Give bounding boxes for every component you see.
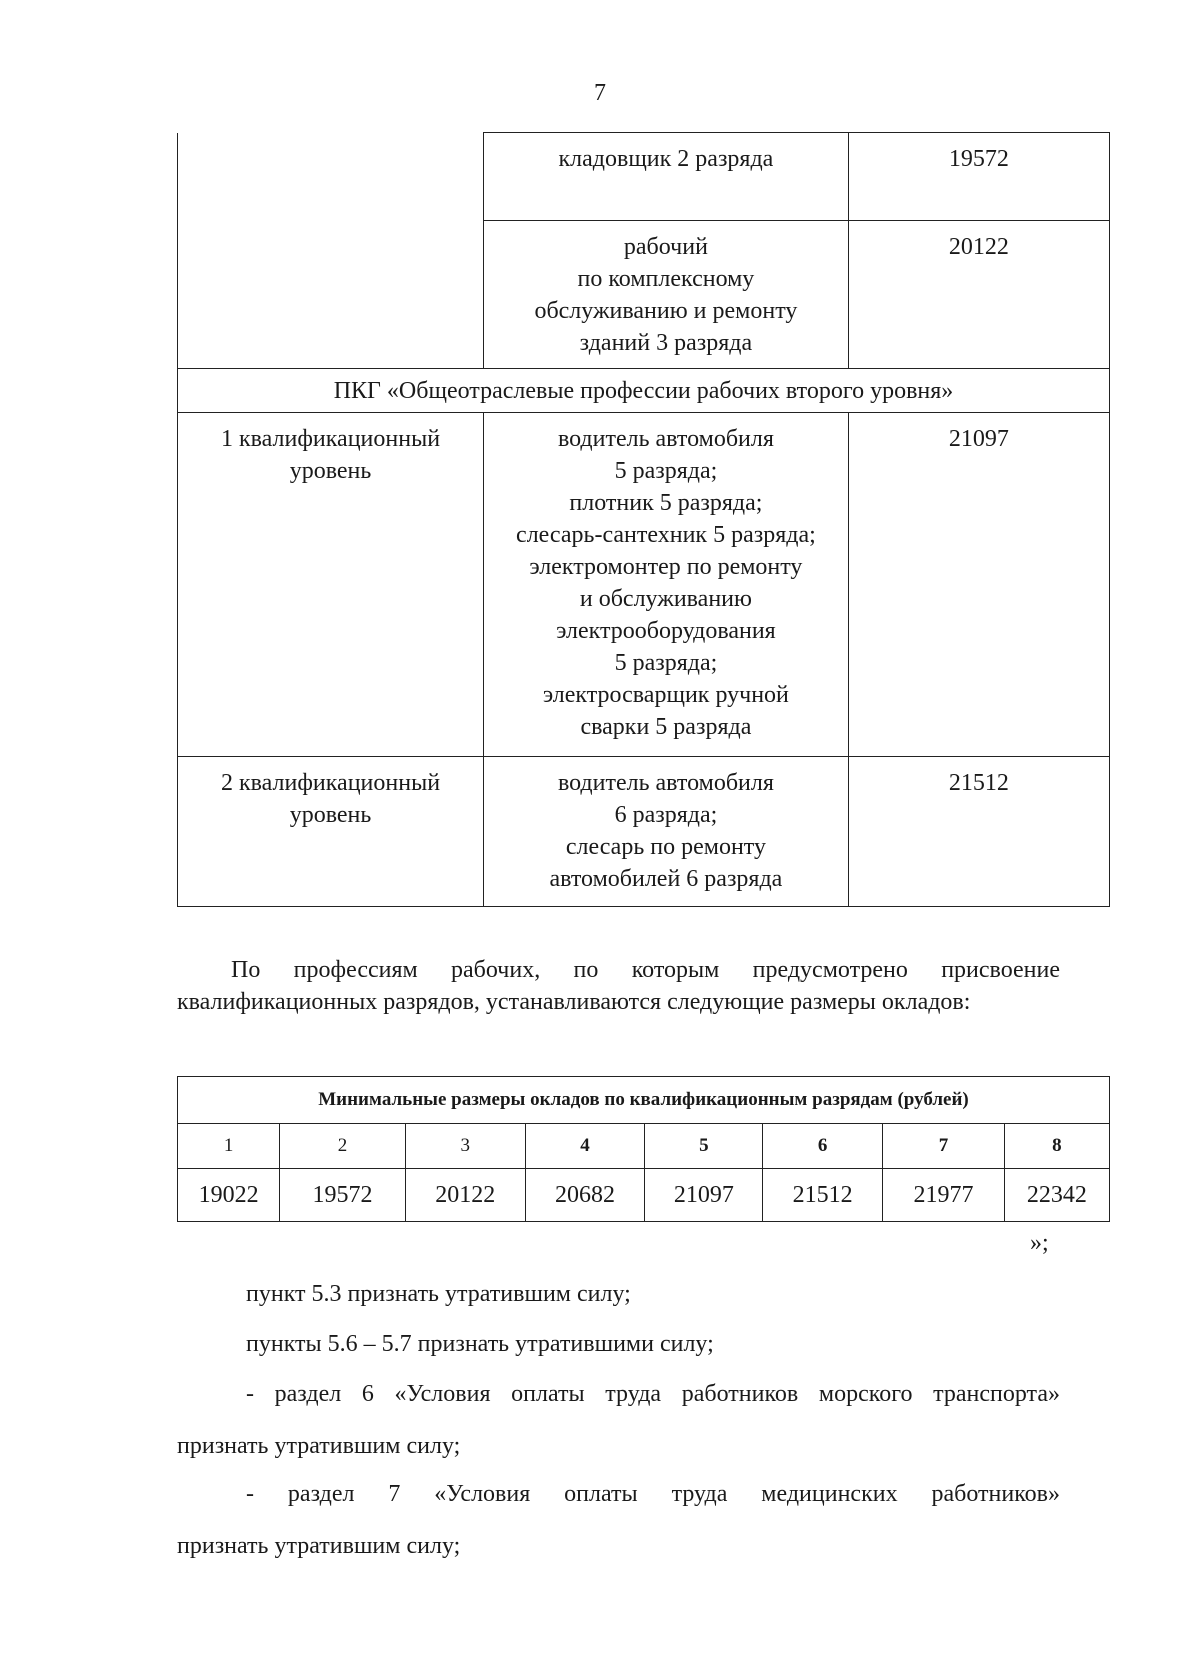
salary-cell: 20122: [848, 221, 1109, 369]
salary-cell: 21512: [848, 757, 1109, 907]
level-line: 2 квалификационный: [221, 770, 441, 796]
profession-line: электросварщик ручной: [542, 682, 789, 708]
level-line: 1 квалификационный: [221, 426, 441, 452]
profession-line: электромонтер по ремонту: [529, 554, 803, 580]
grade-value: 21512: [763, 1169, 883, 1222]
salary-cell: 19572: [848, 133, 1109, 221]
profession-line: по комплексному: [577, 266, 755, 292]
level-cell: [178, 413, 484, 757]
salary-table: [177, 132, 1110, 907]
profession-line: электрооборудования: [556, 618, 776, 644]
grade-header: 3: [405, 1124, 525, 1169]
item-s6-line1: - раздел 6 «Условия оплаты труда работников морского транспорта»: [246, 1381, 1060, 1407]
profession-line: 5 разряда;: [614, 650, 718, 676]
grade-header: 8: [1004, 1124, 1109, 1169]
grade-header: 1: [178, 1124, 280, 1169]
closing-quote: »;: [1030, 1230, 1049, 1256]
grade-header: 2: [280, 1124, 406, 1169]
level-cell: [178, 757, 484, 907]
grade-value: 21097: [645, 1169, 763, 1222]
item-p53: пункт 5.3 признать утратившим силу;: [246, 1281, 631, 1307]
profession-cell: [484, 757, 849, 907]
grade-header: 7: [883, 1124, 1005, 1169]
intro-paragraph: По профессиям рабочих, по которым предусмотрено присвоение квалификационных разрядов, устанавливаются следующие размеры окладов:: [177, 957, 1060, 1015]
salary-cell: 21097: [848, 413, 1109, 757]
profession-cell: [484, 221, 849, 369]
item-s7-line2: признать утратившим силу;: [177, 1533, 461, 1559]
pkg-header: ПКГ «Общеотраслевые профессии рабочих второго уровня»: [178, 369, 1110, 413]
grades-values-row: [178, 1169, 1110, 1222]
profession-line: 5 разряда;: [614, 458, 718, 484]
level-line: уровень: [289, 802, 372, 828]
table-row: [178, 369, 1110, 413]
item-s6-line2: признать утратившим силу;: [177, 1433, 461, 1459]
profession-line: автомобилей 6 разряда: [549, 866, 783, 892]
grade-value: 22342: [1004, 1169, 1109, 1222]
profession-line: обслуживанию и ремонту: [534, 298, 798, 324]
profession-line: зданий 3 разряда: [579, 330, 753, 356]
profession-cell: [484, 413, 849, 757]
grades-table: [177, 1076, 1110, 1222]
level-cell-empty: [178, 133, 484, 369]
grade-header: 6: [763, 1124, 883, 1169]
grade-header: 5: [645, 1124, 763, 1169]
grade-value: 19572: [280, 1169, 406, 1222]
profession-line: сварки 5 разряда: [580, 714, 752, 740]
profession-cell: кладовщик 2 разряда: [484, 133, 849, 221]
profession-line: водитель автомобиля: [557, 770, 774, 796]
grade-value: 21977: [883, 1169, 1005, 1222]
profession-line: слесарь-сантехник 5 разряда;: [516, 522, 816, 548]
grade-value: 20682: [525, 1169, 645, 1222]
item-s7-line1: - раздел 7 «Условия оплаты труда медицинских работников»: [246, 1481, 1060, 1507]
table-row: [178, 757, 1110, 907]
profession-line: и обслуживанию: [579, 586, 752, 612]
profession-line: плотник 5 разряда;: [569, 490, 763, 516]
grade-header: 4: [525, 1124, 645, 1169]
profession-line: 6 разряда;: [614, 802, 718, 828]
level-line: уровень: [289, 458, 372, 484]
item-p56: пункты 5.6 – 5.7 признать утратившими силу;: [246, 1331, 714, 1357]
profession-line: слесарь по ремонту: [565, 834, 766, 860]
grades-header-row: [178, 1124, 1110, 1169]
profession-line: водитель автомобиля: [557, 426, 774, 452]
table-row: [178, 133, 1110, 221]
grade-value: 19022: [178, 1169, 280, 1222]
grade-value: 20122: [405, 1169, 525, 1222]
grades-table-title: Минимальные размеры окладов по квалификационным разрядам (рублей): [178, 1077, 1110, 1124]
page-number: 7: [594, 80, 606, 106]
profession-line: рабочий: [623, 234, 708, 260]
table-row: [178, 413, 1110, 757]
